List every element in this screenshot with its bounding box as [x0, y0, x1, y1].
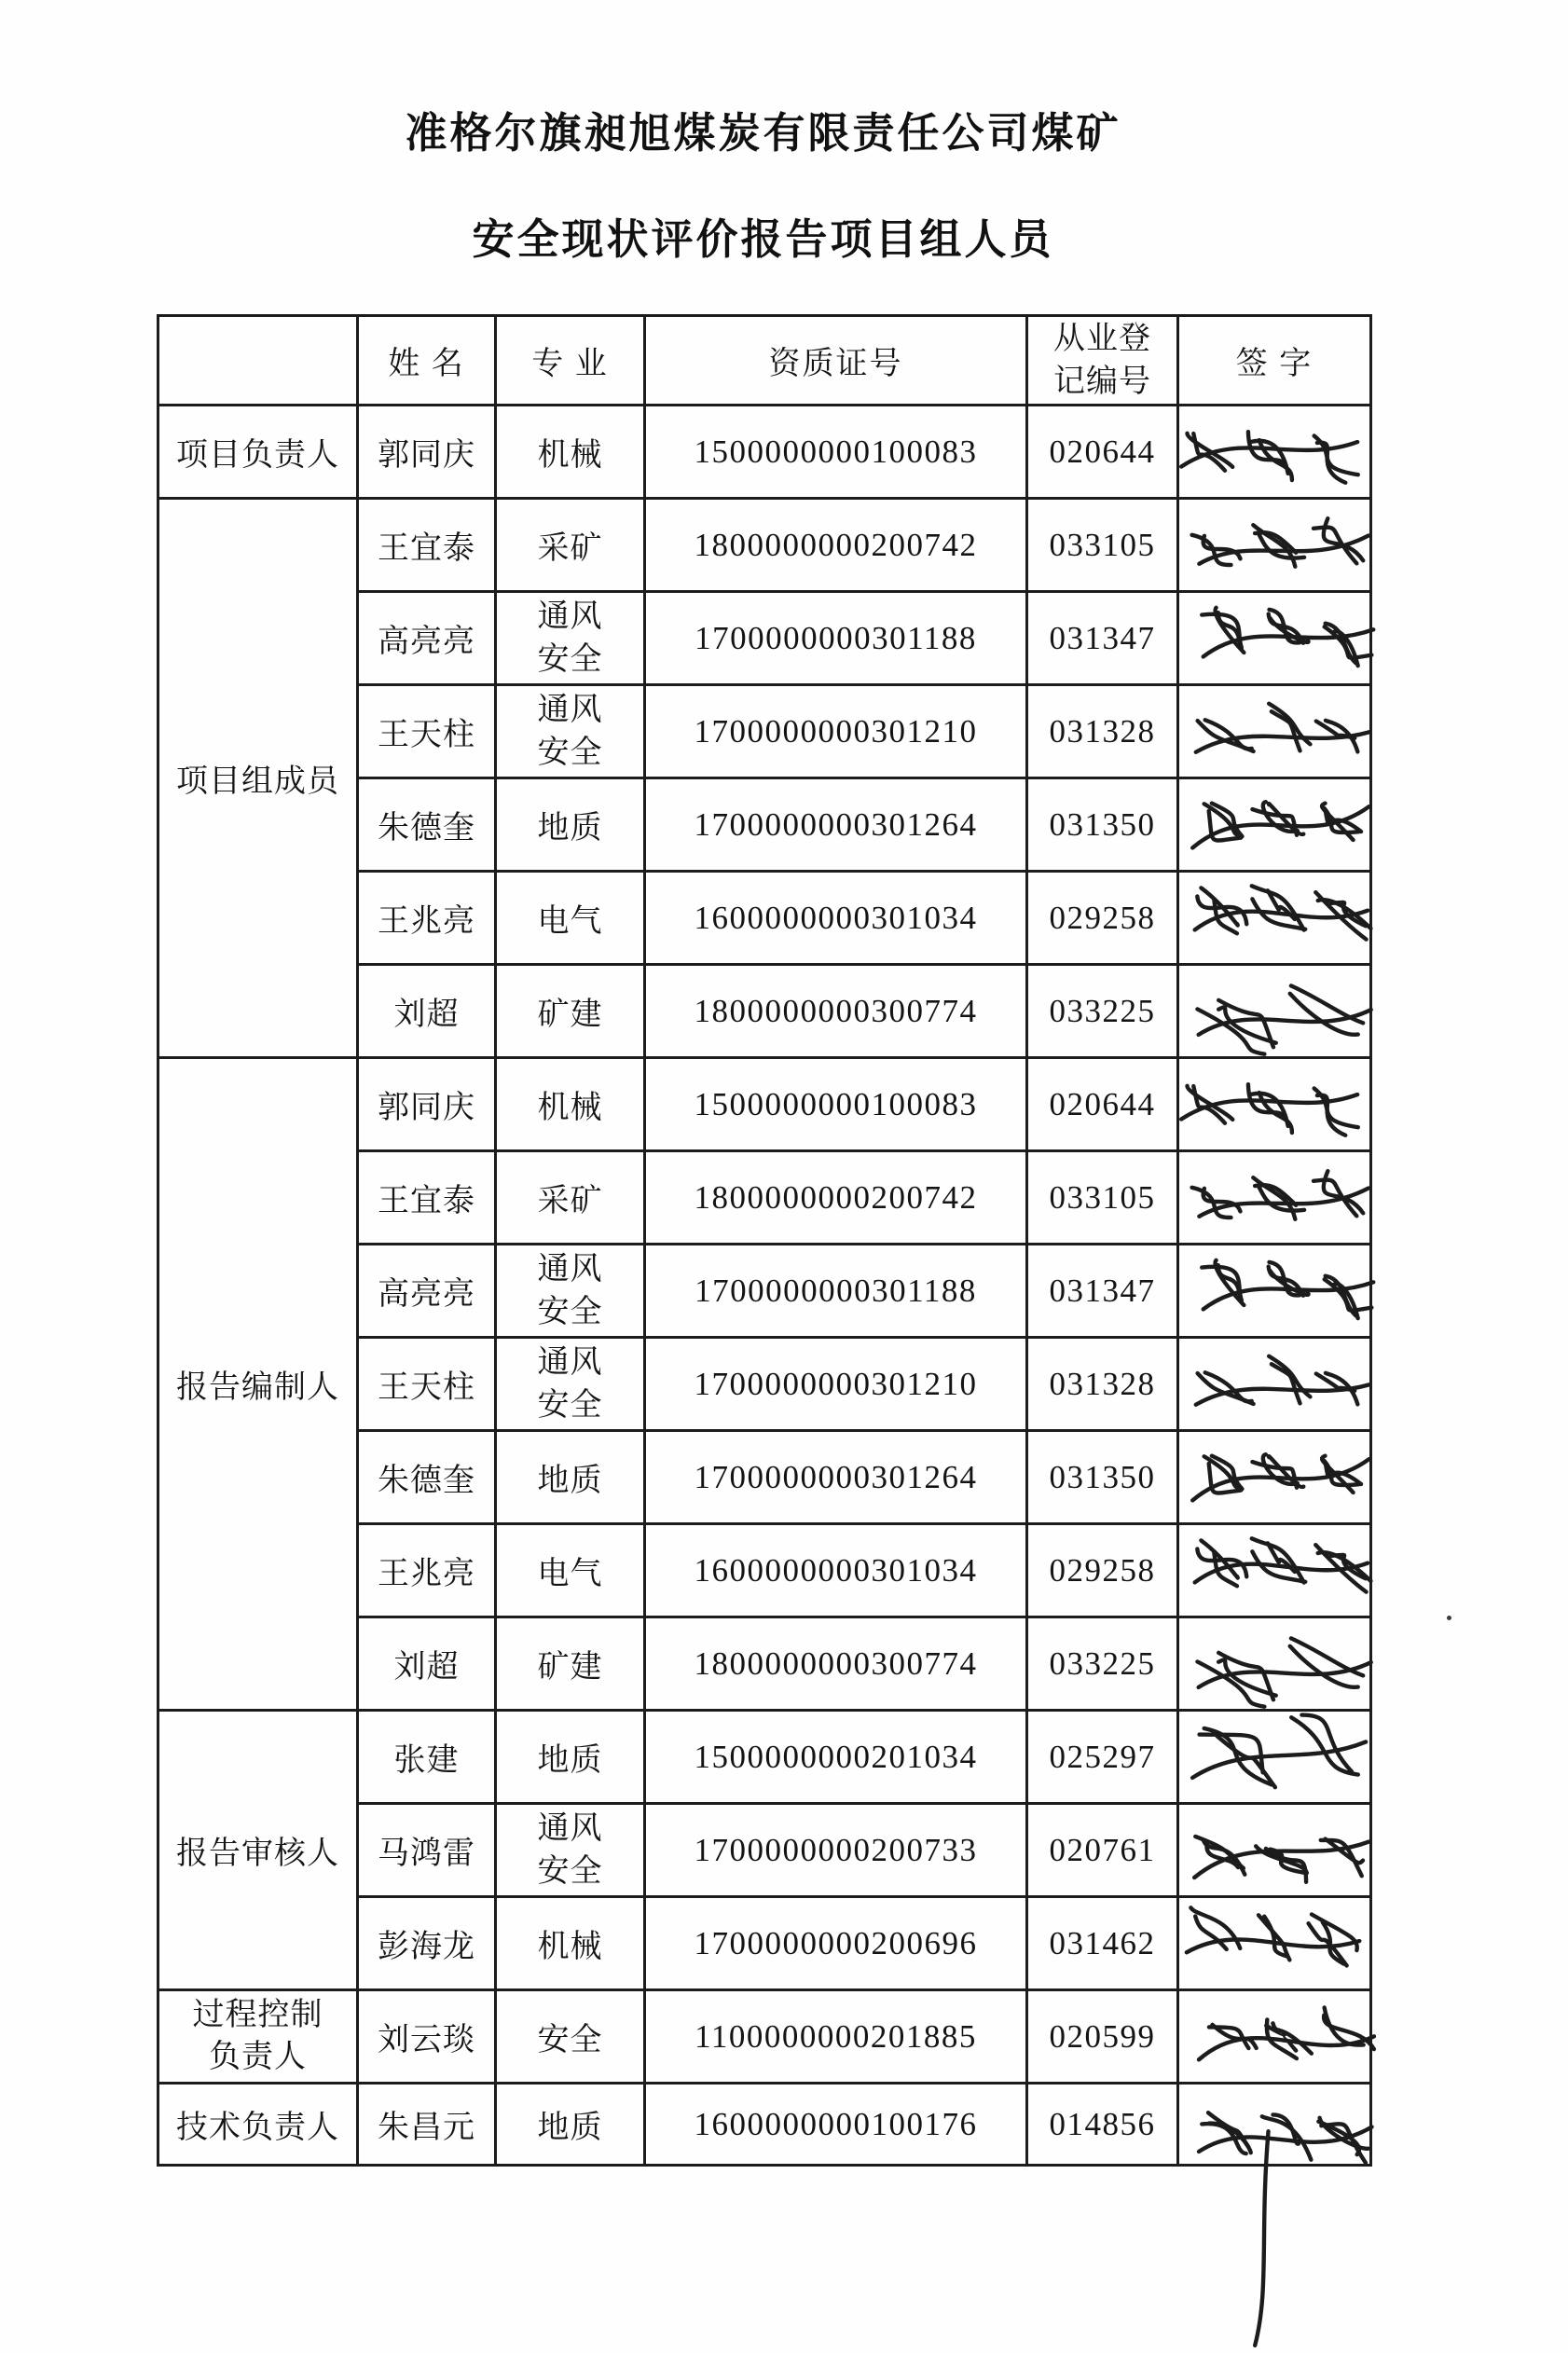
role-label: 技术负责人 — [176, 2111, 339, 2145]
member-cert-no-cell — [645, 1990, 1027, 2084]
member-cert-no-cell — [645, 872, 1027, 965]
member-reg-no-cell — [1027, 2084, 1178, 2166]
member-name: 朱德奎 — [378, 811, 475, 846]
member-name-cell — [358, 1711, 496, 1804]
member-cert-no: 1600000000301034 — [694, 1551, 978, 1589]
member-name: 彭海龙 — [378, 1930, 475, 1964]
member-specialty: 机械 — [537, 1091, 603, 1125]
table-row — [158, 406, 1371, 499]
signature-cell — [1178, 1711, 1371, 1804]
member-reg-no-cell — [1027, 499, 1178, 592]
member-reg-no: 020644 — [1049, 433, 1156, 470]
member-name: 刘超 — [393, 1650, 460, 1685]
member-reg-no-cell — [1027, 1524, 1178, 1617]
member-name: 马鸿雷 — [378, 1837, 475, 1871]
signature-scribble — [1174, 777, 1374, 871]
member-name-cell — [358, 1804, 496, 1897]
member-name: 高亮亮 — [378, 625, 475, 659]
table-row — [158, 499, 1371, 592]
member-specialty-cell — [496, 1431, 645, 1524]
signature-cell — [1178, 872, 1371, 965]
member-reg-no-cell — [1027, 592, 1178, 685]
header-cert-no-label: 资质证号 — [768, 347, 903, 381]
signature-scribble — [1174, 1523, 1374, 1617]
role-cell — [158, 1058, 358, 1711]
signature-scribble — [1174, 1710, 1374, 1803]
member-specialty-cell — [496, 685, 645, 778]
member-specialty: 采矿 — [537, 531, 603, 566]
role-cell — [158, 2084, 358, 2166]
signature-cell — [1178, 1151, 1371, 1245]
member-specialty: 机械 — [537, 438, 603, 473]
role-cell — [158, 406, 358, 499]
member-cert-no: 1800000000200742 — [694, 1178, 978, 1216]
signature-cell — [1178, 592, 1371, 685]
member-reg-no: 033225 — [1049, 992, 1156, 1029]
table-row — [158, 1990, 1371, 2084]
member-specialty-cell — [496, 872, 645, 965]
member-cert-no: 1700000000301188 — [695, 1272, 977, 1309]
member-name-cell — [358, 778, 496, 872]
member-reg-no: 033225 — [1049, 1644, 1156, 1682]
member-reg-no-cell — [1027, 1151, 1178, 1245]
signature-scribble — [1174, 871, 1374, 964]
member-reg-no-cell — [1027, 1058, 1178, 1151]
member-name: 王兆亮 — [378, 904, 475, 939]
member-specialty: 通风安全 — [537, 1344, 603, 1423]
member-specialty: 通风安全 — [537, 1251, 603, 1329]
signature-scribble — [1174, 1057, 1374, 1150]
signature-cell — [1178, 1804, 1371, 1897]
member-name-cell — [358, 2084, 496, 2166]
role-cell — [158, 1990, 358, 2084]
member-specialty: 电气 — [537, 1557, 603, 1591]
member-name: 王兆亮 — [378, 1557, 475, 1591]
member-reg-no-cell — [1027, 1338, 1178, 1431]
signature-cell — [1178, 965, 1371, 1058]
table-row — [158, 1711, 1371, 1804]
member-specialty-cell — [496, 406, 645, 499]
personnel-table — [157, 314, 1372, 2167]
member-specialty: 地质 — [537, 811, 603, 846]
member-reg-no-cell — [1027, 1245, 1178, 1338]
member-name-cell — [358, 1245, 496, 1338]
member-cert-no: 1800000000300774 — [694, 1644, 978, 1682]
member-cert-no: 1500000000100083 — [694, 433, 978, 470]
member-cert-no-cell — [645, 1804, 1027, 1897]
member-reg-no: 029258 — [1049, 1551, 1156, 1589]
header-name-label: 姓 名 — [388, 347, 465, 381]
member-specialty: 矿建 — [537, 998, 603, 1032]
page-subtitle: 安全现状评价报告项目组人员 — [472, 215, 1054, 263]
scan-speck — [1447, 1616, 1451, 1620]
signature-scribble — [1174, 1337, 1374, 1430]
member-reg-no-cell — [1027, 872, 1178, 965]
member-name-cell — [358, 685, 496, 778]
signature-scribble — [1174, 1150, 1374, 1244]
signature-scribble — [1174, 498, 1374, 591]
header-cert-no — [645, 316, 1027, 406]
signature-scribble — [1174, 2083, 1374, 2176]
table-body — [158, 406, 1371, 2166]
member-reg-no: 031350 — [1049, 1458, 1156, 1495]
signature-scribble — [1174, 591, 1374, 684]
member-specialty: 地质 — [537, 1743, 603, 1778]
signature-scribble — [1174, 1989, 1374, 2083]
member-reg-no: 031328 — [1049, 712, 1156, 750]
signature-cell — [1178, 778, 1371, 872]
member-cert-no-cell — [645, 1524, 1027, 1617]
signature-scribble — [1174, 1430, 1374, 1523]
signature-cell — [1178, 1617, 1371, 1711]
member-reg-no-cell — [1027, 685, 1178, 778]
member-name-cell — [358, 1897, 496, 1990]
member-name-cell — [358, 1058, 496, 1151]
member-specialty-cell — [496, 965, 645, 1058]
member-reg-no: 033105 — [1049, 1178, 1156, 1216]
header-row — [158, 316, 1371, 406]
member-cert-no-cell — [645, 1711, 1027, 1804]
member-cert-no-cell — [645, 1338, 1027, 1431]
member-reg-no-cell — [1027, 1804, 1178, 1897]
signature-scribble — [1174, 1617, 1374, 1710]
role-label: 报告审核人 — [176, 1837, 339, 1871]
member-specialty-cell — [496, 1245, 645, 1338]
member-specialty-cell — [496, 592, 645, 685]
member-cert-no: 1700000000301210 — [694, 712, 978, 750]
member-reg-no-cell — [1027, 778, 1178, 872]
header-reg-no — [1027, 316, 1178, 406]
signature-scribble — [1174, 964, 1374, 1057]
member-specialty-cell — [496, 1338, 645, 1431]
signature-cell — [1178, 685, 1371, 778]
member-cert-no: 1700000000301264 — [694, 1458, 978, 1495]
member-name: 王宜泰 — [378, 531, 475, 566]
role-label: 过程控制负责人 — [192, 1998, 323, 2074]
member-reg-no-cell — [1027, 1711, 1178, 1804]
signature-cell — [1178, 406, 1371, 499]
member-cert-no: 1700000000301210 — [694, 1365, 978, 1402]
table-row — [158, 2084, 1371, 2166]
member-reg-no: 031328 — [1049, 1365, 1156, 1402]
member-name-cell — [358, 965, 496, 1058]
signature-cell — [1178, 1524, 1371, 1617]
member-name-cell — [358, 1617, 496, 1711]
member-cert-no: 1600000000100176 — [694, 2105, 978, 2142]
header-signature-label: 签 字 — [1235, 347, 1314, 381]
member-reg-no: 031347 — [1049, 1272, 1156, 1309]
member-cert-no: 1700000000301188 — [695, 619, 977, 656]
role-label: 项目组成员 — [176, 764, 339, 799]
member-name: 张建 — [393, 1743, 460, 1778]
signature-cell — [1178, 1058, 1371, 1151]
member-cert-no-cell — [645, 1897, 1027, 1990]
member-name: 王天柱 — [378, 1370, 475, 1405]
member-cert-no-cell — [645, 685, 1027, 778]
member-specialty-cell — [496, 1711, 645, 1804]
header-signature — [1178, 316, 1371, 406]
signature-scribble — [1174, 1244, 1374, 1337]
member-name: 王宜泰 — [378, 1184, 475, 1218]
member-name-cell — [358, 1524, 496, 1617]
role-label: 项目负责人 — [176, 438, 339, 473]
member-name: 刘超 — [393, 998, 460, 1032]
document-titles — [157, 110, 1369, 265]
member-specialty-cell — [496, 1058, 645, 1151]
member-reg-no: 025297 — [1049, 1738, 1156, 1775]
member-cert-no-cell — [645, 1058, 1027, 1151]
member-reg-no: 033105 — [1049, 526, 1156, 563]
signature-scribble — [1174, 684, 1374, 777]
member-specialty: 机械 — [537, 1930, 603, 1964]
member-specialty: 通风安全 — [537, 599, 603, 677]
signature-scribble — [1174, 1803, 1374, 1896]
member-specialty-cell — [496, 1151, 645, 1245]
header-name — [358, 316, 496, 406]
signature-scribble — [1174, 405, 1374, 498]
member-reg-no: 031350 — [1049, 805, 1156, 843]
member-specialty: 地质 — [537, 1464, 603, 1498]
member-name-cell — [358, 1431, 496, 1524]
header-specialty — [496, 316, 645, 406]
signature-cell — [1178, 1431, 1371, 1524]
role-cell — [158, 499, 358, 1058]
member-cert-no: 1500000000100083 — [694, 1085, 978, 1122]
member-reg-no: 020644 — [1049, 1085, 1156, 1122]
member-name: 郭同庆 — [378, 438, 475, 473]
signature-cell — [1178, 499, 1371, 592]
member-specialty: 电气 — [537, 904, 603, 939]
member-cert-no: 1600000000301034 — [694, 899, 978, 936]
member-name: 王天柱 — [378, 718, 475, 752]
member-specialty: 通风安全 — [537, 1810, 603, 1889]
member-cert-no-cell — [645, 1431, 1027, 1524]
member-specialty: 矿建 — [537, 1650, 603, 1685]
member-specialty-cell — [496, 1990, 645, 2084]
member-reg-no-cell — [1027, 1431, 1178, 1524]
page-title: 准格尔旗昶旭煤炭有限责任公司煤矿 — [405, 110, 1121, 157]
member-reg-no: 014856 — [1049, 2105, 1156, 2142]
member-cert-no-cell — [645, 2084, 1027, 2166]
role-cell — [158, 1711, 358, 1990]
role-label: 报告编制人 — [176, 1370, 339, 1405]
member-cert-no: 1700000000200696 — [694, 1924, 978, 1961]
member-reg-no: 031462 — [1049, 1924, 1156, 1961]
member-specialty-cell — [496, 1524, 645, 1617]
member-cert-no-cell — [645, 592, 1027, 685]
member-name: 高亮亮 — [378, 1277, 475, 1312]
member-reg-no: 029258 — [1049, 899, 1156, 936]
member-cert-no-cell — [645, 1617, 1027, 1711]
member-specialty-cell — [496, 1804, 645, 1897]
member-cert-no-cell — [645, 499, 1027, 592]
member-specialty-cell — [496, 778, 645, 872]
signature-cell — [1178, 1245, 1371, 1338]
member-name: 朱德奎 — [378, 1464, 475, 1498]
member-cert-no-cell — [645, 1151, 1027, 1245]
member-specialty: 采矿 — [537, 1184, 603, 1218]
member-reg-no-cell — [1027, 406, 1178, 499]
member-name-cell — [358, 872, 496, 965]
member-name-cell — [358, 1151, 496, 1245]
member-specialty-cell — [496, 1897, 645, 1990]
signature-cell — [1178, 1338, 1371, 1431]
member-specialty: 通风安全 — [537, 692, 603, 770]
member-specialty: 地质 — [537, 2111, 603, 2145]
member-cert-no-cell — [645, 965, 1027, 1058]
member-reg-no: 031347 — [1049, 619, 1156, 656]
member-cert-no-cell — [645, 406, 1027, 499]
member-name: 刘云琰 — [378, 2023, 475, 2057]
member-cert-no: 1800000000300774 — [694, 992, 978, 1029]
member-specialty-cell — [496, 1617, 645, 1711]
member-name-cell — [358, 499, 496, 592]
member-specialty-cell — [496, 499, 645, 592]
member-name-cell — [358, 592, 496, 685]
member-reg-no-cell — [1027, 965, 1178, 1058]
header-specialty-label: 专 业 — [531, 347, 609, 381]
member-cert-no-cell — [645, 778, 1027, 872]
member-reg-no-cell — [1027, 1897, 1178, 1990]
member-reg-no: 020599 — [1049, 2017, 1156, 2055]
member-specialty-cell — [496, 2084, 645, 2166]
header-role — [158, 316, 358, 406]
signature-cell — [1178, 1990, 1371, 2084]
member-reg-no-cell — [1027, 1617, 1178, 1711]
member-cert-no: 1100000000201885 — [695, 2017, 977, 2055]
member-reg-no: 020761 — [1049, 1831, 1156, 1868]
member-specialty: 安全 — [537, 2023, 603, 2057]
header-reg-no-label: 从业登记编号 — [1053, 321, 1151, 399]
member-cert-no-cell — [645, 1245, 1027, 1338]
member-cert-no: 1800000000200742 — [694, 526, 978, 563]
member-name: 郭同庆 — [378, 1091, 475, 1125]
member-name-cell — [358, 1990, 496, 2084]
signature-cell — [1178, 1897, 1371, 1990]
member-cert-no: 1500000000201034 — [694, 1738, 978, 1775]
member-cert-no: 1700000000200733 — [694, 1831, 978, 1868]
member-cert-no: 1700000000301264 — [694, 805, 978, 843]
member-name-cell — [358, 1338, 496, 1431]
member-name: 朱昌元 — [378, 2111, 475, 2145]
signature-cell — [1178, 2084, 1371, 2166]
member-reg-no-cell — [1027, 1990, 1178, 2084]
signature-scribble — [1174, 1896, 1374, 1989]
table-row — [158, 1058, 1371, 1151]
member-name-cell — [358, 406, 496, 499]
